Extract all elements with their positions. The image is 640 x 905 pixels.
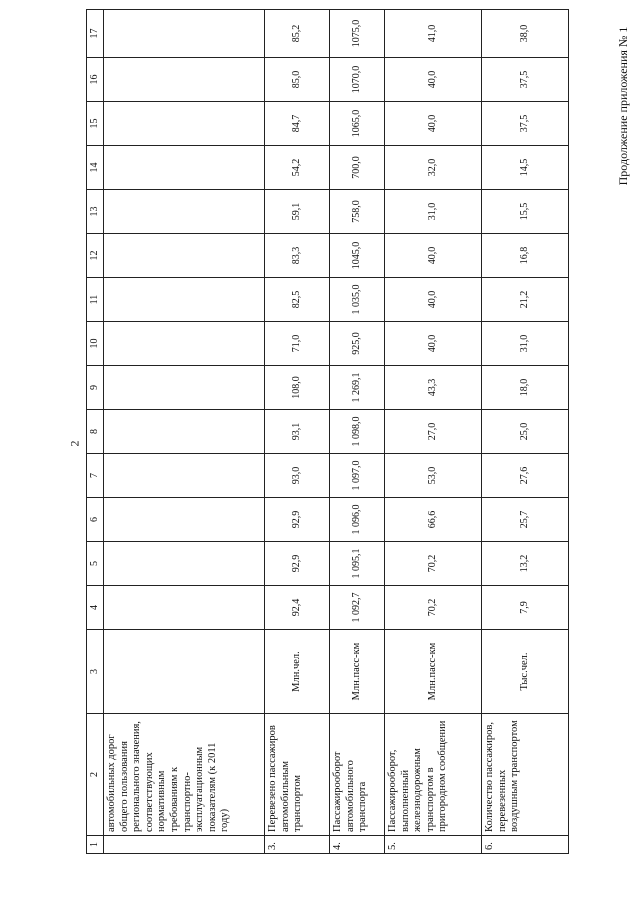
column-header: 10 <box>87 322 104 366</box>
value-cell: 18,0 <box>482 366 569 410</box>
value-cell: 70,2 <box>385 586 482 630</box>
column-header: 2 <box>87 714 104 836</box>
column-header: 4 <box>87 586 104 630</box>
value-cell: 27,0 <box>385 410 482 454</box>
table-row <box>385 10 482 854</box>
value-cell <box>104 278 265 322</box>
unit-cell <box>104 630 265 714</box>
value-cell: 40,0 <box>385 234 482 278</box>
value-cell <box>104 498 265 542</box>
column-header: 13 <box>87 190 104 234</box>
value-cell <box>104 146 265 190</box>
indicators-table <box>86 9 569 854</box>
value-cell: 1 098,0 <box>330 410 385 454</box>
column-header: 14 <box>87 146 104 190</box>
indicator-name-cell: Пассажирооборот автомобильного транспорта <box>330 714 385 836</box>
value-cell: 85,0 <box>265 58 330 102</box>
value-cell: 32,0 <box>385 146 482 190</box>
value-cell: 40,0 <box>385 278 482 322</box>
column-header: 8 <box>87 410 104 454</box>
value-cell <box>104 586 265 630</box>
value-cell: 71,0 <box>265 322 330 366</box>
table-row <box>482 10 569 854</box>
value-cell: 1065,0 <box>330 102 385 146</box>
value-cell: 54,2 <box>265 146 330 190</box>
value-cell: 7,9 <box>482 586 569 630</box>
value-cell: 1 095,1 <box>330 542 385 586</box>
value-cell: 53,0 <box>385 454 482 498</box>
value-cell <box>104 190 265 234</box>
column-header: 9 <box>87 366 104 410</box>
column-header: 16 <box>87 58 104 102</box>
value-cell: 92,9 <box>265 498 330 542</box>
value-cell: 38,0 <box>482 10 569 58</box>
value-cell: 1045,0 <box>330 234 385 278</box>
value-cell <box>104 234 265 278</box>
value-cell: 31,0 <box>385 190 482 234</box>
value-cell: 14,5 <box>482 146 569 190</box>
column-header: 6 <box>87 498 104 542</box>
value-cell: 27,6 <box>482 454 569 498</box>
value-cell: 40,0 <box>385 322 482 366</box>
value-cell: 1 092,7 <box>330 586 385 630</box>
value-cell: 13,2 <box>482 542 569 586</box>
value-cell <box>104 366 265 410</box>
value-cell: 1075,0 <box>330 10 385 58</box>
table-row <box>265 10 330 854</box>
value-cell: 93,1 <box>265 410 330 454</box>
row-number-cell <box>104 836 265 854</box>
value-cell: 1070,0 <box>330 58 385 102</box>
value-cell: 16,8 <box>482 234 569 278</box>
column-header: 3 <box>87 630 104 714</box>
value-cell <box>104 10 265 58</box>
unit-cell: Млн.чел. <box>265 630 330 714</box>
value-cell: 92,9 <box>265 542 330 586</box>
value-cell <box>104 410 265 454</box>
value-cell: 83,3 <box>265 234 330 278</box>
row-number-cell: 4. <box>330 836 385 854</box>
value-cell: 25,0 <box>482 410 569 454</box>
value-cell: 1 269,1 <box>330 366 385 410</box>
value-cell: 84,7 <box>265 102 330 146</box>
value-cell <box>104 322 265 366</box>
value-cell: 40,0 <box>385 102 482 146</box>
value-cell: 25,7 <box>482 498 569 542</box>
column-header: 12 <box>87 234 104 278</box>
value-cell: 21,2 <box>482 278 569 322</box>
value-cell: 1 096,0 <box>330 498 385 542</box>
table-row <box>330 10 385 854</box>
row-number-cell: 3. <box>265 836 330 854</box>
value-cell: 108,0 <box>265 366 330 410</box>
value-cell: 85,2 <box>265 10 330 58</box>
row-number-cell: 5. <box>385 836 482 854</box>
value-cell: 40,0 <box>385 58 482 102</box>
column-header: 17 <box>87 10 104 58</box>
value-cell: 37,5 <box>482 102 569 146</box>
column-header: 5 <box>87 542 104 586</box>
indicator-name-cell: Пассажирооборот, выполненный железнодорожным транспортом в пригородном сообщении <box>385 714 482 836</box>
value-cell: 43,3 <box>385 366 482 410</box>
indicator-name-cell: автомобильных дорог общего пользования регионального значения, соответствующих нормативным требованиям к транспортно-эксплуатационным показателям (к 2011 году) <box>104 714 265 836</box>
value-cell <box>104 454 265 498</box>
row-number-cell: 6. <box>482 836 569 854</box>
unit-cell: Млн.пасс-км <box>330 630 385 714</box>
value-cell: 758,0 <box>330 190 385 234</box>
column-header: 1 <box>87 836 104 854</box>
column-header: 15 <box>87 102 104 146</box>
value-cell <box>104 542 265 586</box>
unit-cell: Тыс.чел. <box>482 630 569 714</box>
value-cell: 82,5 <box>265 278 330 322</box>
value-cell: 41,0 <box>385 10 482 58</box>
value-cell: 1 035,0 <box>330 278 385 322</box>
column-header: 7 <box>87 454 104 498</box>
value-cell: 66,6 <box>385 498 482 542</box>
indicator-name-cell: Количество пассажиров, перевезенных воздушным транспортом <box>482 714 569 836</box>
table-row <box>104 10 265 854</box>
unit-cell: Млн.пасс-км <box>385 630 482 714</box>
value-cell: 59,1 <box>265 190 330 234</box>
indicator-name-cell: Перевезено пассажиров автомобильным транспортом <box>265 714 330 836</box>
value-cell: 15,5 <box>482 190 569 234</box>
table-body <box>104 10 569 854</box>
continuation-title: Продолжение приложения № 1 <box>616 26 630 186</box>
value-cell: 1 097,0 <box>330 454 385 498</box>
rotated-table-sheet <box>86 19 606 854</box>
header-row <box>87 10 104 854</box>
value-cell: 31,0 <box>482 322 569 366</box>
value-cell: 93,0 <box>265 454 330 498</box>
value-cell: 70,2 <box>385 542 482 586</box>
value-cell: 925,0 <box>330 322 385 366</box>
value-cell: 37,5 <box>482 58 569 102</box>
value-cell: 700,0 <box>330 146 385 190</box>
value-cell <box>104 102 265 146</box>
value-cell <box>104 58 265 102</box>
page-number: 2 <box>67 440 82 447</box>
value-cell: 92,4 <box>265 586 330 630</box>
column-header: 11 <box>87 278 104 322</box>
